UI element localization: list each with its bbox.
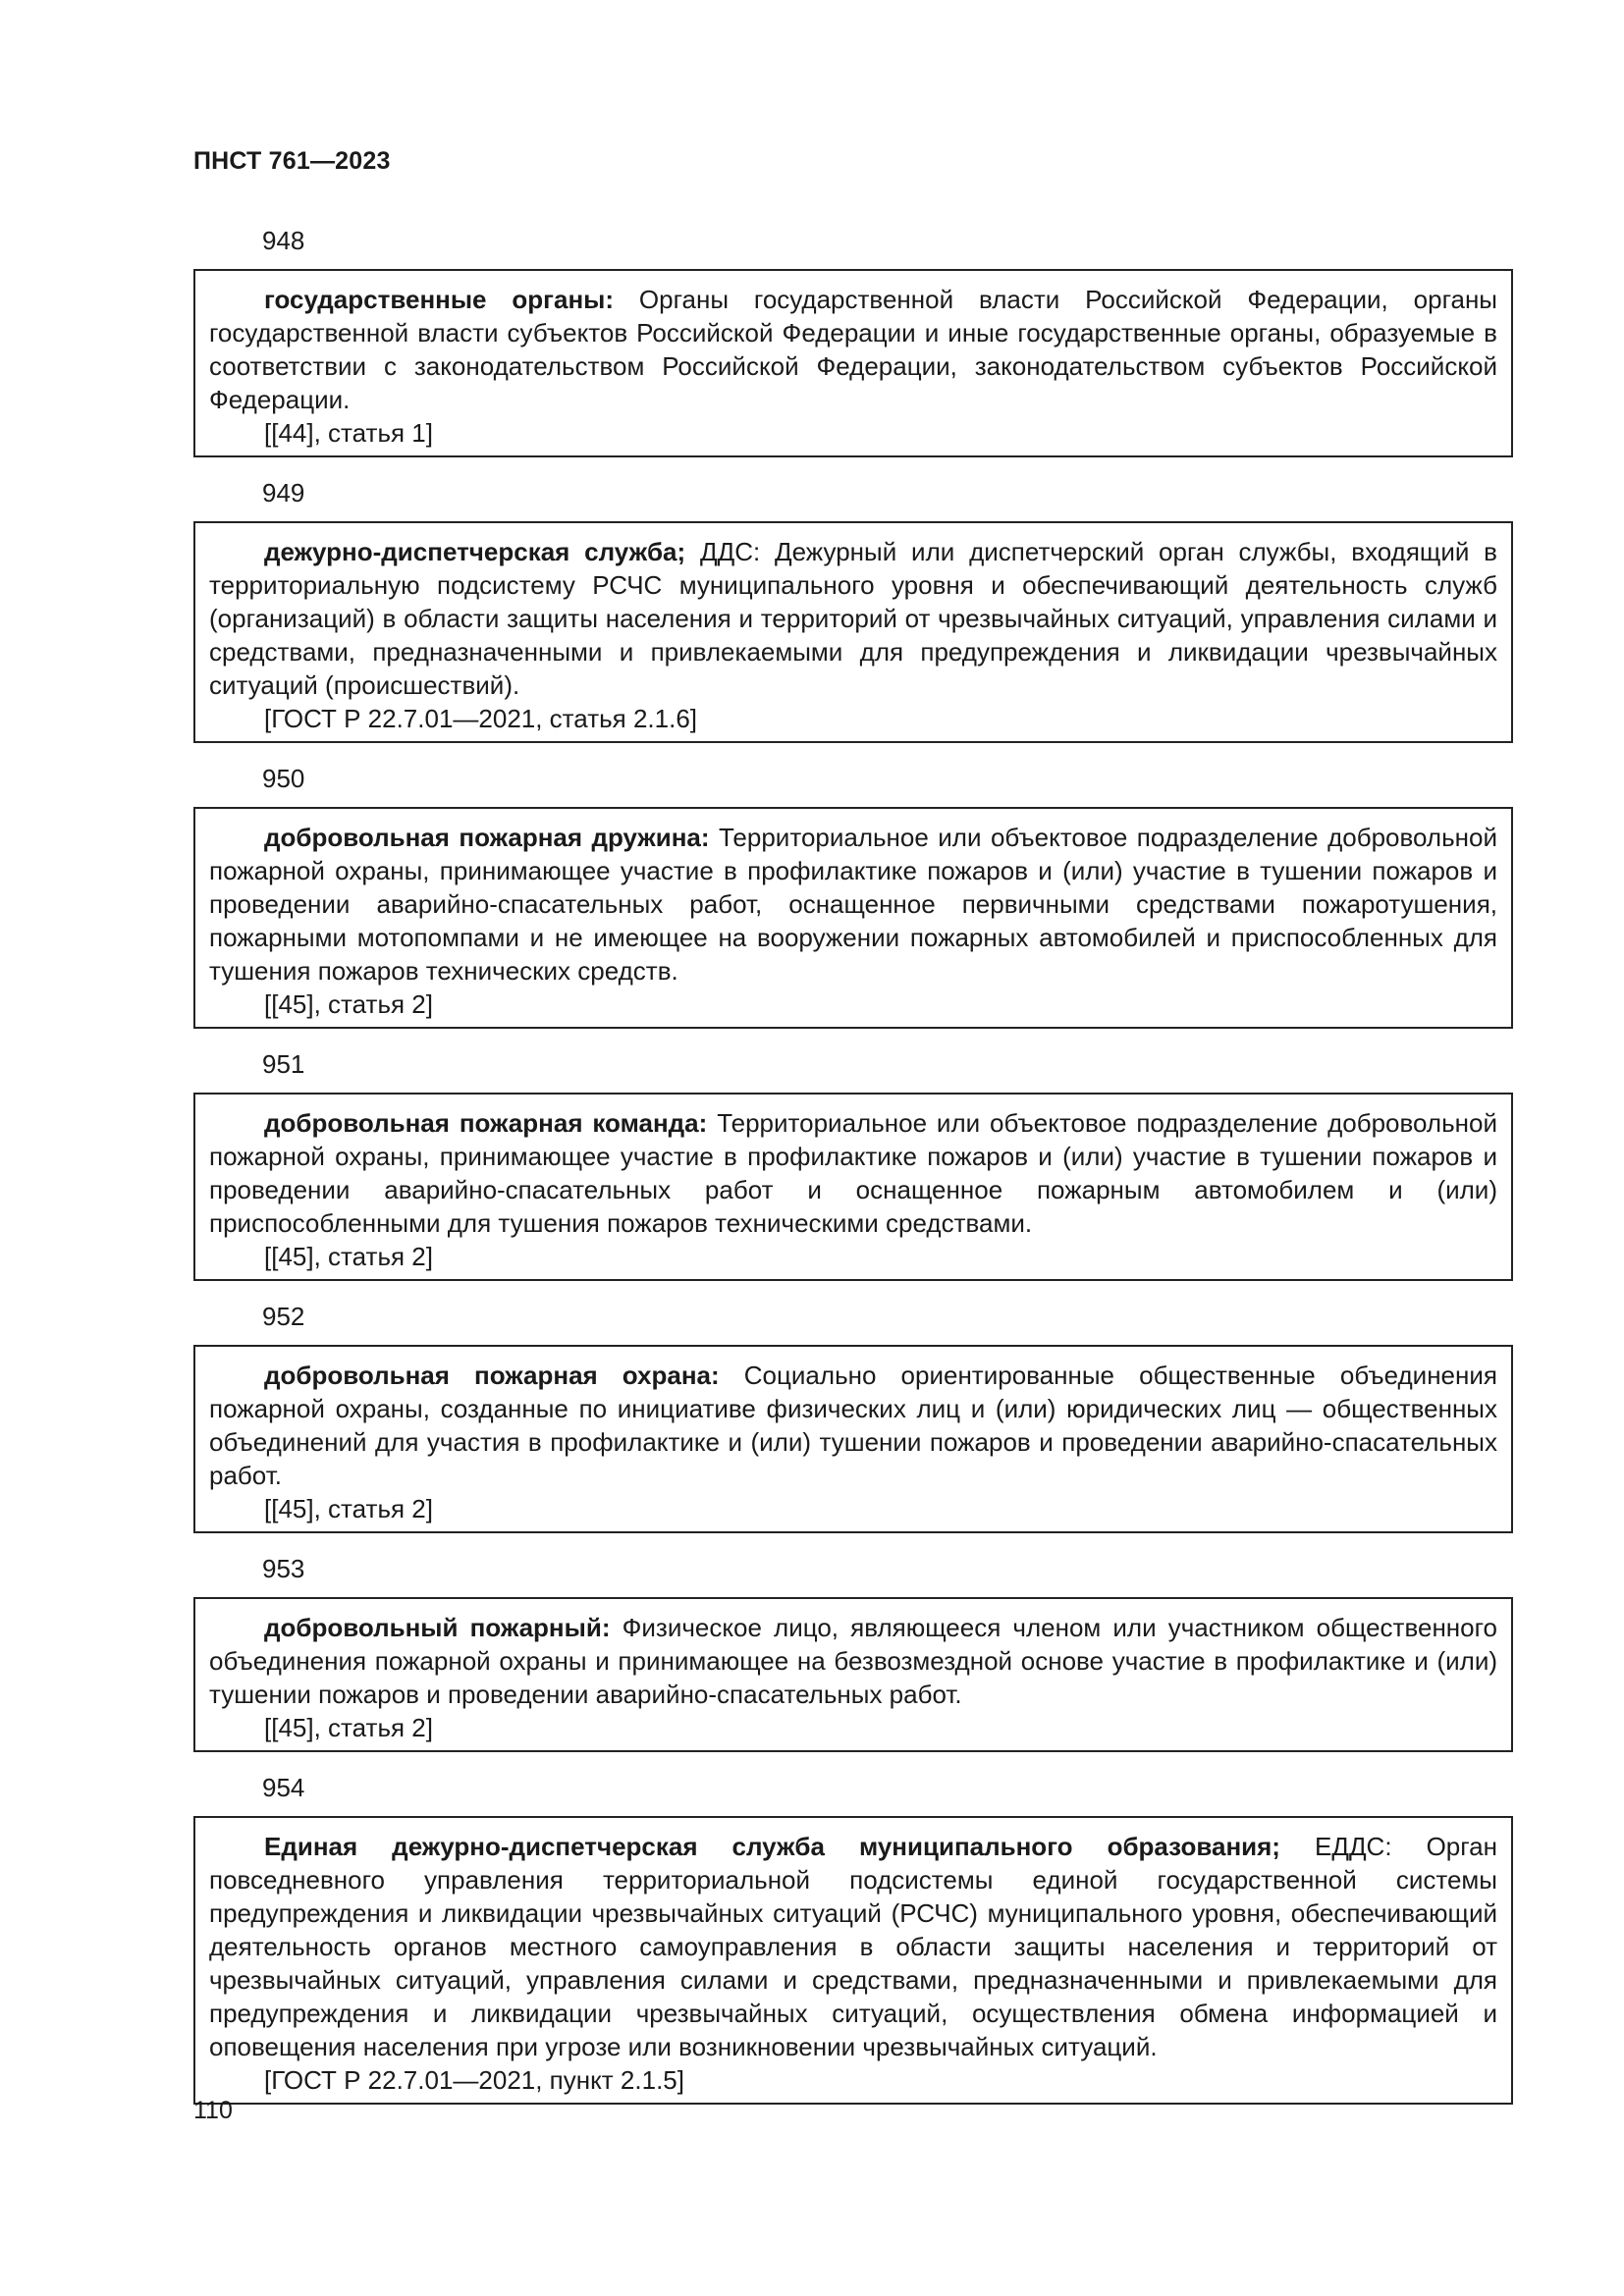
entry-number: 953 [262,1554,305,1583]
source-reference: [[45], статья 2] [264,1242,433,1271]
definition-box [193,807,1513,1029]
term-entry-949 [193,476,1513,743]
entry-number: 954 [262,1773,305,1802]
definition-text [209,283,1497,416]
source-reference: [ГОСТ Р 22.7.01—2021, статья 2.1.6] [264,704,697,733]
term-name: государственные органы: [264,285,615,314]
entry-number: 948 [262,226,305,255]
term-entry-948 [193,224,1513,457]
definition-text [209,1611,1497,1711]
definition-box [193,1816,1513,2105]
term-name: Единая дежурно-диспетчерская служба муниципального образования; [264,1832,1280,1861]
term-name: добровольный пожарный: [264,1613,611,1642]
definition-body: Социально ориентированные общественные объединения пожарной охраны, созданные по инициативе физических лиц и (или) юридических лиц — общественных объединений для участия в профилактике и (или) тушении пожаров и проведении аварийно-спасательных работ. [209,1361,1497,1490]
term-name: дежурно-диспетчерская служба; [264,537,686,566]
definition-body: Территориальное или объектовое подразделение добровольной пожарной охраны, принимающее участие в профилактике пожаров и (или) участие в тушении пожаров и проведении аварийно-спасательных работ, оснащенное первичными средствами пожаротушения, пожарными мотопомпами и не имеющее на вооружении пожарных автомобилей и приспособленных для тушения пожаров технических средств. [209,823,1497,986]
term-name: добровольная пожарная команда: [264,1108,708,1138]
definition-body: ЕДДС: Орган повседневного управления территориальной подсистемы единой государственной системы предупреждения и ликвидации чрезвычайных ситуаций (РСЧС) муниципального уровня, обеспечивающий деятельность органов местного самоуправления в области защиты населения и территорий от чрезвычайных ситуаций, управления силами и средствами, предназначенными и привлекаемыми для предупреждения и ликвидации чрезвычайных ситуаций, осуществления обмена информацией и оповещения населения при угрозе или возникновении чрезвычайных ситуаций. [209,1832,1497,2061]
definition-body: Территориальное или объектовое подразделение добровольной пожарной охраны, принимающее участие в профилактике пожаров и (или) участие в тушении пожаров и проведении аварийно-спасательных работ и оснащенное пожарным автомобилем и (или) приспособленными для тушения пожаров техническими средствами. [209,1108,1497,1238]
term-entry-954 [193,1771,1513,2105]
definition-body: Органы государственной власти Российской Федерации, органы государственной власти субъектов Российской Федерации и иные государственные органы, образуемые в соответствии с законодательством Российской Федерации, законодательством субъектов Российской Федерации. [209,285,1497,414]
term-entry-952 [193,1300,1513,1533]
source-reference: [[45], статья 2] [264,1494,433,1523]
definition-text [209,1359,1497,1492]
term-entry-950 [193,762,1513,1029]
term-name: добровольная пожарная охрана: [264,1361,720,1390]
definition-box [193,521,1513,743]
definition-box [193,1597,1513,1752]
standard-id-header: ПНСТ 761—2023 [193,147,391,175]
page-number: 110 [193,2097,233,2124]
term-name: добровольная пожарная дружина: [264,823,710,852]
term-entry-951 [193,1047,1513,1281]
definition-text [209,1106,1497,1240]
definition-text [209,821,1497,988]
source-reference: [[44], статья 1] [264,418,433,448]
term-entries [193,224,1513,2123]
definition-text [209,1830,1497,2063]
entry-number: 949 [262,478,305,507]
definition-text [209,535,1497,702]
definition-body: ДДС: Дежурный или диспетчерский орган службы, входящий в территориальную подсистему РСЧС муниципального уровня и обеспечивающий деятельность служб (организаций) в области защиты населения и территорий от чрезвычайных ситуаций, управления силами и средствами, предназначенными и привлекаемыми для предупреждения и ликвидации чрезвычайных ситуаций (происшествий). [209,537,1497,700]
source-reference: [[45], статья 2] [264,1713,433,1742]
term-entry-953 [193,1552,1513,1752]
definition-box [193,1093,1513,1281]
source-reference: [[45], статья 2] [264,989,433,1019]
entry-number: 950 [262,764,305,793]
entry-number: 951 [262,1049,305,1079]
definition-box [193,269,1513,457]
entry-number: 952 [262,1302,305,1331]
definition-box [193,1345,1513,1533]
definition-body: Физическое лицо, являющееся членом или участником общественного объединения пожарной охраны и принимающее на безвозмездной основе участие в профилактике и (или) тушении пожаров и проведении аварийно-спасательных работ. [209,1613,1497,1709]
source-reference: [ГОСТ Р 22.7.01—2021, пункт 2.1.5] [264,2065,684,2095]
